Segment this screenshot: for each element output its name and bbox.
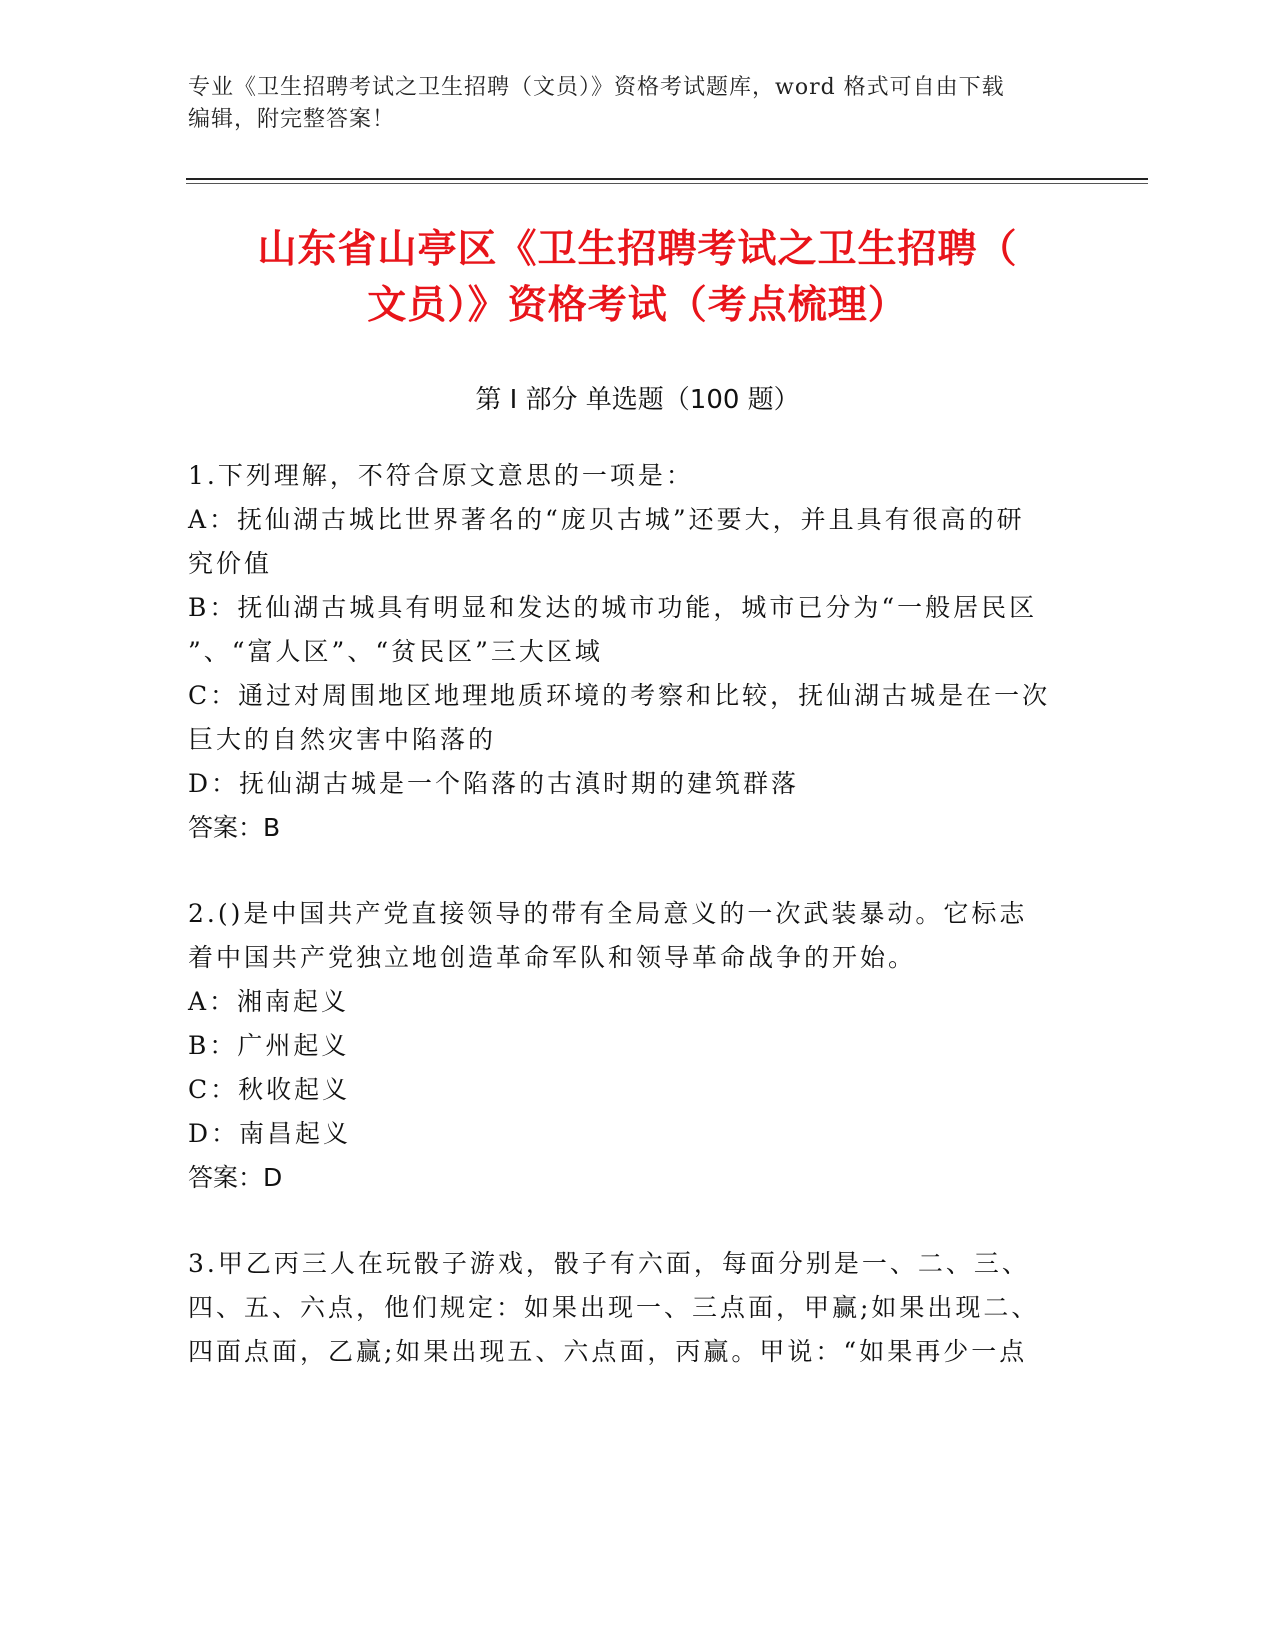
document-title-line: 文员）》资格考试（考点梳理） bbox=[367, 283, 908, 328]
question-1-option-d: D：抚仙湖古城是一个陷落的古滇时期的建筑群落 bbox=[188, 769, 800, 798]
question-3-stem: 3.甲乙丙三人在玩骰子游戏，骰子有六面，每面分别是一、二、三、 bbox=[188, 1249, 1030, 1278]
header-divider-thin bbox=[186, 183, 1148, 184]
header-divider bbox=[186, 178, 1148, 180]
question-2-option-a: A：湘南起义 bbox=[188, 987, 350, 1016]
question-2-option-b: B：广州起义 bbox=[188, 1031, 350, 1060]
header-note-line: 编辑，附完整答案！ bbox=[188, 107, 396, 132]
question-1-option-b: B：抚仙湖古城具有明显和发达的城市功能，城市已分为“一般居民区 bbox=[188, 593, 1038, 622]
question-2-stem: 2.()是中国共产党直接领导的带有全局意义的一次武装暴动。它标志 bbox=[188, 899, 1028, 928]
question-2-option-c: C：秋收起义 bbox=[188, 1075, 351, 1104]
question-1-option-a: A：抚仙湖古城比世界著名的“庞贝古城”还要大，并且具有很高的研 bbox=[188, 505, 1025, 534]
section-heading: 第 I 部分 单选题（100 题） bbox=[475, 385, 800, 415]
header-note bbox=[188, 72, 1088, 136]
question-1-option-c-cont: 巨大的自然灾害中陷落的 bbox=[188, 725, 497, 754]
question-1-option-b-cont: ”、“富人区”、“贫民区”三大区域 bbox=[188, 637, 603, 666]
question-3-stem-cont: 四面点面，乙赢;如果出现五、六点面，丙赢。甲说：“如果再少一点 bbox=[188, 1337, 1028, 1366]
question-1-option-c: C：通过对周围地区地理地质环境的考察和比较，抚仙湖古城是在一次 bbox=[188, 681, 1051, 710]
question-1-answer: 答案：B bbox=[188, 813, 281, 842]
question-1-stem: 1.下列理解，不符合原文意思的一项是： bbox=[188, 461, 694, 490]
question-1-option-a-cont: 究价值 bbox=[188, 549, 273, 578]
question-2-stem-cont: 着中国共产党独立地创造革命军队和领导革命战争的开始。 bbox=[188, 943, 917, 972]
question-2-option-d: D：南昌起义 bbox=[188, 1119, 352, 1148]
document-title bbox=[150, 222, 1125, 334]
document-title-line: 山东省山亭区《卫生招聘考试之卫生招聘（ bbox=[257, 227, 1018, 272]
header-note-line: 专业《卫生招聘考试之卫生招聘（文员）》资格考试题库，word 格式可自由下载 bbox=[188, 75, 1005, 100]
question-2-answer: 答案：D bbox=[188, 1163, 283, 1192]
question-3-stem-cont: 四、五、六点，他们规定：如果出现一、三点面，甲赢;如果出现二、 bbox=[188, 1293, 1040, 1322]
